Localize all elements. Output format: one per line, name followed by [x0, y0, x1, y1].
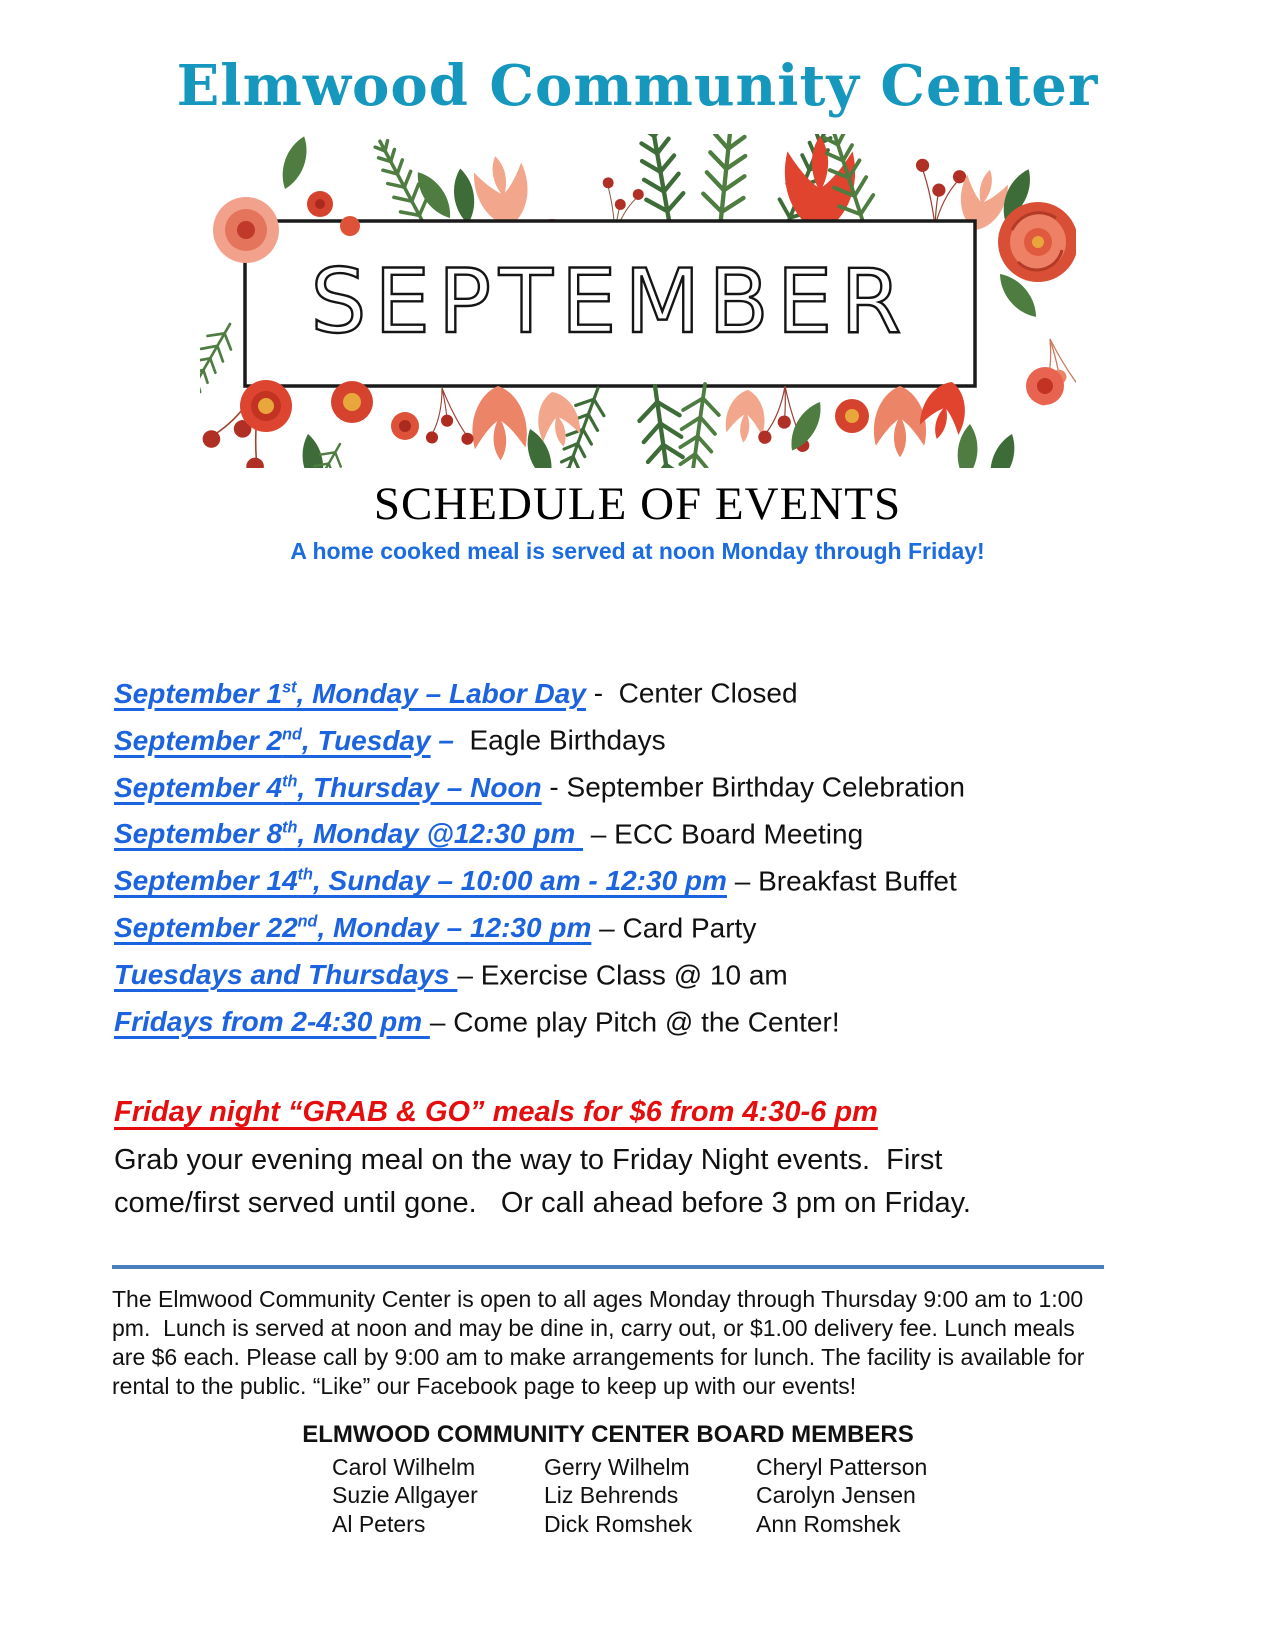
board-member-name: Liz Behrends: [544, 1482, 679, 1509]
event-description: September Birthday Celebration: [566, 771, 965, 803]
floral-banner-graphic: [200, 134, 1076, 468]
event-date: September 1st, Monday – Labor Day: [114, 677, 586, 709]
ordinal-suffix: th: [282, 772, 298, 791]
event-date: September 14th, Sunday – 10:00 am - 12:30 pm: [114, 865, 727, 897]
board-row: [332, 1453, 1275, 1482]
board-row: [332, 1510, 1275, 1539]
board-members-table: [332, 1453, 1275, 1539]
event-separator: –: [591, 912, 623, 944]
ordinal-suffix: nd: [282, 725, 302, 744]
board-member-name: Dick Romshek: [544, 1510, 693, 1537]
event-description: Eagle Birthdays: [469, 724, 666, 756]
ordinal-suffix: th: [297, 866, 313, 885]
center-info-paragraph: The Elmwood Community Center is open to all ages Monday through Thursday 9:00 am to 1:00 pm. Lunch is served at noon and may be dine in, carry out, or $1.00 delivery fee. Lunch meals are $6 each. Please call by 9:00 am to make arrangements for lunch. The facility is available for rental to the public. “Like” our Facebook page to keep up with our events!: [112, 1285, 1091, 1399]
event-separator: -: [541, 771, 567, 803]
board-member-name: Carolyn Jensen: [756, 1482, 916, 1509]
event-date: Fridays from 2-4:30 pm: [114, 1006, 430, 1038]
event-date: September 4th, Thursday – Noon: [114, 771, 542, 803]
event-row: [114, 714, 1275, 761]
event-separator: -: [585, 677, 619, 709]
grab-go-heading: Friday night “GRAB & GO” meals for $6 from 4:30-6 pm: [114, 1095, 878, 1128]
schedule-heading: SCHEDULE OF EVENTS: [373, 478, 902, 531]
ordinal-suffix: th: [282, 819, 298, 838]
event-date: September 2nd, Tuesday: [114, 724, 431, 756]
ordinal-suffix: st: [282, 678, 297, 697]
board-row: [332, 1481, 1275, 1510]
event-description: Exercise Class @ 10 am: [480, 959, 788, 991]
event-date: September 22nd, Monday – 12:30 pm: [114, 912, 592, 944]
banner-month-text: SEPTEMBER: [310, 250, 909, 354]
event-row: [114, 667, 1275, 714]
event-date: September 8th, Monday @12:30 pm: [114, 818, 583, 850]
event-description: Come play Pitch @ the Center!: [453, 1006, 840, 1038]
grab-go-body: Grab your evening meal on the way to Friday Night events. First come/first served until gone. Or call ahead before 3 pm on Friday.: [114, 1143, 971, 1219]
event-description: Card Party: [622, 912, 757, 944]
event-separator: –: [457, 959, 481, 991]
event-separator: [454, 725, 470, 756]
board-member-name: Carol Wilhelm: [332, 1453, 476, 1480]
event-separator: –: [583, 818, 615, 850]
event-row: [114, 855, 1275, 902]
board-members-heading: ELMWOOD COMMUNITY CENTER BOARD MEMBERS: [302, 1420, 914, 1448]
event-description: Center Closed: [618, 677, 798, 709]
ordinal-suffix: nd: [297, 913, 318, 931]
event-row: [114, 808, 1275, 855]
page-title: Elmwood Community Center: [176, 53, 1099, 119]
board-member-name: Cheryl Patterson: [756, 1453, 928, 1480]
event-dash: –: [430, 724, 454, 756]
event-row: [114, 996, 1275, 1043]
event-description: ECC Board Meeting: [614, 818, 864, 850]
board-member-name: Suzie Allgayer: [332, 1482, 478, 1509]
event-row: [114, 949, 1275, 996]
board-member-name: Ann Romshek: [756, 1510, 901, 1537]
meal-subtitle: A home cooked meal is served at noon Monday through Friday!: [290, 538, 985, 565]
event-row: [114, 761, 1275, 808]
board-member-name: Gerry Wilhelm: [544, 1453, 690, 1480]
events-list: [114, 667, 1275, 1042]
section-divider: [112, 1265, 1104, 1269]
event-separator: –: [429, 1006, 454, 1038]
board-member-name: Al Peters: [332, 1510, 426, 1537]
event-row: [114, 902, 1275, 949]
september-floral-banner: [200, 134, 1076, 468]
event-separator: –: [726, 865, 759, 897]
event-date: Tuesdays and Thursdays: [114, 959, 458, 991]
event-description: Breakfast Buffet: [758, 865, 957, 897]
